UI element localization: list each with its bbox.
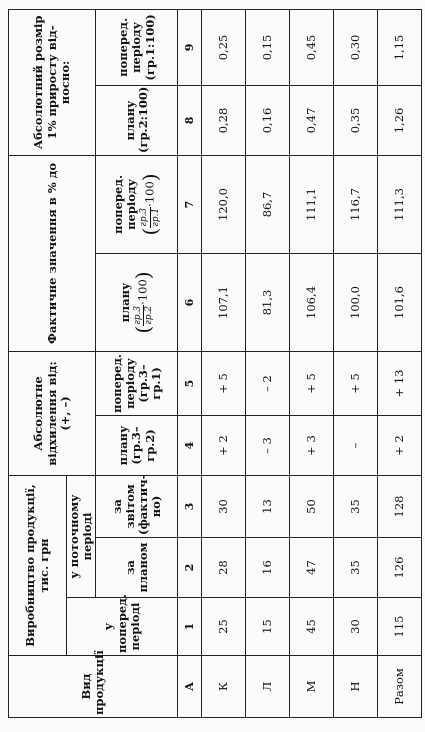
header-production: Виробництво продукції, тис. грн (9, 476, 67, 656)
header-absolute-deviation: Абсолютне відхилення від: (+, –) (9, 351, 96, 475)
table-cell: 100,0 (334, 253, 378, 351)
table-cell: 16 (246, 538, 290, 598)
total-label: Разом (378, 656, 422, 718)
table-cell: + 3 (290, 416, 334, 476)
table-row (290, 9, 334, 717)
column-number: 3 (178, 476, 202, 538)
table-cell: 106,4 (290, 253, 334, 351)
table-cell: 30 (334, 598, 378, 656)
table-cell: 30 (202, 476, 246, 538)
table-cell: Л (246, 656, 290, 718)
column-number: 2 (178, 538, 202, 598)
table-cell: 47 (290, 538, 334, 598)
header-size-plan: плану (гр.2:100) (96, 85, 178, 155)
header-actual-percent: Фактичне значення в % до (9, 155, 96, 351)
frac-numerator: гр.3 (139, 207, 150, 227)
table-cell: 0,25 (202, 9, 246, 85)
table-cell: 86,7 (246, 155, 290, 253)
column-number: 5 (178, 351, 202, 415)
table-cell: 81,3 (246, 253, 290, 351)
column-number: 7 (178, 155, 202, 253)
pct-prev-label: поперед. періоду (111, 175, 139, 234)
column-number: 1 (178, 598, 202, 656)
frac-numerator: гр.3 (132, 305, 143, 325)
column-number: А (178, 656, 202, 718)
column-number-row (178, 9, 202, 717)
table-cell: 111,1 (290, 155, 334, 253)
table-cell: + 5 (290, 351, 334, 415)
table-cell: 45 (290, 598, 334, 656)
table-cell: 128 (378, 476, 422, 538)
header-pct-plan (96, 253, 178, 351)
header-report: за звітом (фактич-но) (96, 476, 178, 538)
header-one-percent-growth: Абсолютний розмір 1% приросту від-носно: (9, 9, 96, 155)
table-cell: 0,45 (290, 9, 334, 85)
table-cell: М (290, 656, 334, 718)
table-cell: 25 (202, 598, 246, 656)
column-number: 6 (178, 253, 202, 351)
pct-prev-formula: ( гр.3 гр.1 ·100) (137, 173, 162, 236)
production-analysis-table (8, 9, 422, 718)
table-row (202, 9, 246, 717)
table-cell: К (202, 656, 246, 718)
table-cell: 107,1 (202, 253, 246, 351)
table-cell: 0,35 (334, 85, 378, 155)
header-dev-plan: плану (гр.3– гр.2) (96, 416, 178, 476)
table-cell: 35 (334, 538, 378, 598)
table-cell: – (334, 416, 378, 476)
table-cell: Н (334, 656, 378, 718)
table-cell: 116,7 (334, 155, 378, 253)
table-cell: 50 (290, 476, 334, 538)
table-cell: 0,28 (202, 85, 246, 155)
pct-plan-formula: ( гр.3 гр.2 ·100) (131, 271, 156, 334)
column-number: 8 (178, 85, 202, 155)
header-prev-period: у поперед. періоді (67, 598, 178, 656)
frac-denominator: гр.2 (144, 305, 155, 325)
table-cell: – 2 (246, 351, 290, 415)
table-cell: + 13 (378, 351, 422, 415)
table-row (334, 9, 378, 717)
header-plan: за планом (96, 538, 178, 598)
table-cell: + 2 (202, 416, 246, 476)
table-cell: 101,6 (378, 253, 422, 351)
table-cell: 0,30 (334, 9, 378, 85)
table-cell: + 2 (378, 416, 422, 476)
table-cell: 1,26 (378, 85, 422, 155)
table-cell: 15 (246, 598, 290, 656)
total-row (378, 9, 422, 717)
table-cell: 35 (334, 476, 378, 538)
header-dev-prev: поперед. періоду (гр.3– гр.1) (96, 351, 178, 415)
table-cell: + 5 (334, 351, 378, 415)
table-cell: + 5 (202, 351, 246, 415)
column-number: 4 (178, 416, 202, 476)
table-cell: 0,16 (246, 85, 290, 155)
table-cell: 115 (378, 598, 422, 656)
table-cell: – 3 (246, 416, 290, 476)
table-cell: 111,3 (378, 155, 422, 253)
table-cell: 120,0 (202, 155, 246, 253)
table-cell: 126 (378, 538, 422, 598)
header-product-type: Вид продукції (9, 656, 178, 718)
header-current-period: у поточному періоді (67, 476, 96, 598)
frac-denominator: гр.1 (150, 207, 161, 227)
times-100: ·100 (135, 279, 150, 305)
header-pct-prev (96, 155, 178, 253)
table-cell: 13 (246, 476, 290, 538)
table-cell: 28 (202, 538, 246, 598)
pct-plan-label: плану (117, 282, 132, 323)
times-100: ·100 (142, 181, 157, 207)
table-cell: 0,47 (290, 85, 334, 155)
header-size-prev: поперед. періоду (гр.1:100) (96, 9, 178, 85)
table-row (246, 9, 290, 717)
table-cell: 1,15 (378, 9, 422, 85)
table-cell: 0,15 (246, 9, 290, 85)
column-number: 9 (178, 9, 202, 85)
